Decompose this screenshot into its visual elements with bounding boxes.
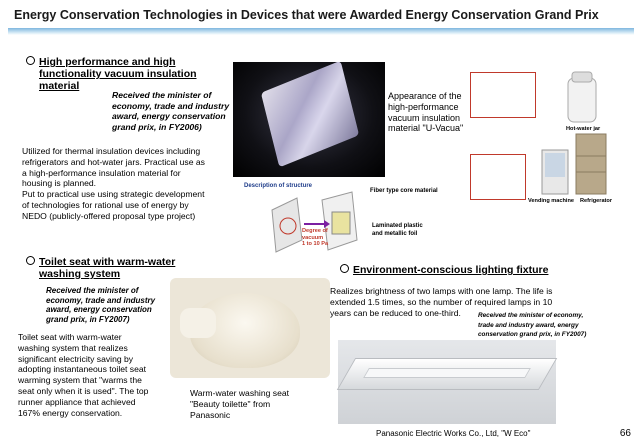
hot-water-jar-label: Hot-water jar: [566, 126, 601, 132]
appliance-examples: [470, 68, 636, 206]
toilet-caption: Warm-water washing seat "Beauty toilette" from Panasonic: [190, 388, 290, 420]
lamp-tube-image: [363, 368, 531, 378]
title-underline-bar: [8, 28, 634, 35]
vacuum-heading-line2: functionality vacuum insulation: [39, 68, 197, 80]
page-title: Energy Conservation Technologies in Devices that were Awarded Energy Conservation Grand Prix: [14, 8, 599, 22]
lighting-caption: Panasonic Electric Works Co., Ltd, "W Eco": [376, 429, 531, 438]
lighting-heading: Environment-conscious lighting fixture: [340, 264, 620, 276]
bullet-icon: [26, 256, 35, 265]
structure-diagram: [262, 190, 372, 258]
vacuum-appearance-caption: Appearance of the high-performance vacuum insulation material "U-Vacua": [388, 91, 464, 134]
refrigerator-label: Refrigerator: [580, 198, 613, 204]
vacuum-degree-label: Degree of vacuum 1 to 10 Pa: [302, 228, 329, 247]
toilet-heading-line2: washing system: [39, 268, 121, 280]
structure-title: Description of structure: [244, 183, 313, 189]
page-number: 66: [619, 428, 631, 439]
toilet-heading-line1: Toilet seat with warm-water: [39, 256, 176, 268]
vacuum-insulation-photo: [233, 62, 385, 177]
vacuum-heading-line1: High performance and high: [39, 56, 176, 68]
vacuum-heading: [26, 56, 246, 92]
toilet-description: Toilet seat with warm-water washing system that realizes significant electricity saving by adopting instantaneous toilet seat warming system that "warms the seat only when it is used". The top runner appliance that achieved 167% energy conservation.: [18, 332, 149, 418]
vacuum-panel-image: [261, 61, 359, 168]
vending-machine-icon: [540, 148, 570, 196]
application-note-box-2: [470, 154, 526, 200]
toilet-heading: [26, 256, 226, 280]
application-note-box: [470, 72, 536, 118]
refrigerator-icon: [574, 132, 608, 196]
bullet-icon: [340, 264, 349, 273]
lighting-award: Received the minister of economy, trade and industry award, energy conservation grand prix, in FY2007): [478, 312, 587, 339]
lighting-description: Realizes brightness of two lamps with one lamp. The life is extended 1.5 times, so the number of required lamps in 10 years can be reduced to one-third.: [330, 286, 553, 318]
vending-machine-label: Vending machine: [528, 198, 575, 204]
vacuum-award: Received the minister of economy, trade and industry award, energy conservation grand prix, in FY2006): [112, 90, 230, 132]
laminated-foil-label: Laminated plastic and metallic foil: [372, 223, 423, 237]
hot-water-jar-icon: [562, 68, 602, 128]
fiber-core-label: Fiber type core material: [370, 188, 438, 194]
vacuum-heading-line3: material: [39, 80, 80, 92]
vacuum-description: Utilized for thermal insulation devices including refrigerators and hot-water jars. Practical use as a high-performance insulation material for housing is planned. Put to practical use using strategic development of technologies for rational use of energy by NEDO (publicly-offered proposal type project): [22, 146, 205, 221]
bullet-icon: [26, 56, 35, 65]
lighting-fixture-photo: [338, 340, 556, 424]
toilet-seat-photo: [170, 278, 330, 378]
toilet-award: Received the minister of economy, trade and industry award, energy conservation grand prix, in FY2007): [46, 286, 156, 324]
